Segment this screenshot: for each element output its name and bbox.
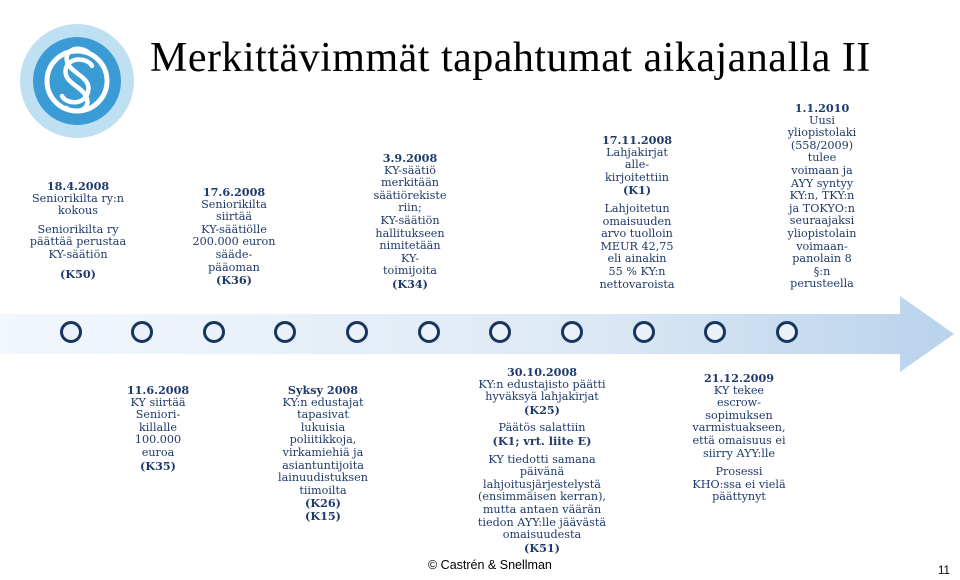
event-date: 30.10.2008 (506, 365, 578, 379)
event-line: KHO:ssa ei vielä (692, 477, 786, 491)
event-line: nettovaroista (599, 277, 675, 291)
event-line: tulee (807, 151, 837, 165)
event-line: toimijoita (383, 264, 437, 278)
event-line: omaisuuden (602, 214, 672, 228)
event-line: voimaan ja (791, 163, 853, 177)
event-line: 200.000 euron (192, 235, 276, 249)
event-syksy-2008 (270, 384, 376, 523)
event-line: että omaisuus ei (692, 433, 786, 447)
event-line: säätiörekiste (373, 188, 447, 202)
event-line: KY siirtää (130, 395, 186, 409)
event-line: (K50) (60, 266, 96, 281)
event-line: KY-säätiön (380, 213, 440, 227)
event-line: kirjoitettiin (605, 170, 669, 184)
event-line: tiimoilta (299, 483, 347, 497)
event-date: 18.4.2008 (46, 179, 110, 193)
timeline-dot (418, 321, 440, 343)
event-date: 3.9.2008 (382, 151, 438, 165)
event-line: perusteella (790, 277, 854, 291)
event-date: 21.12.2009 (703, 371, 775, 385)
event-line: poliitikkoja, (289, 433, 357, 447)
event-line: päivänä (519, 465, 565, 479)
event-line: Lahjakirjat (606, 145, 668, 159)
event-line: Seniorikilta ry:n (31, 191, 125, 205)
event-line: yliopistolain (787, 226, 857, 240)
timeline-dot (346, 321, 368, 343)
event-line: päättynyt (712, 490, 766, 504)
event-line: Seniori- (135, 408, 181, 422)
event-date: 1.1.2010 (794, 101, 850, 115)
copyright-text: © Castrén & Snellman (428, 558, 552, 572)
timeline-dot (203, 321, 225, 343)
event-date: Syksy 2008 (287, 383, 359, 397)
event-11-6-2008 (110, 384, 206, 472)
event-line: omaisuudesta (502, 528, 582, 542)
event-line: (K26) (305, 496, 341, 511)
timeline-dot (704, 321, 726, 343)
event-line: panolain 8 (792, 252, 852, 266)
event-line: Seniorikilta (201, 197, 267, 211)
event-line: (558/2009) (790, 138, 854, 152)
event-date: 17.6.2008 (202, 185, 266, 199)
timeline-dot (489, 321, 511, 343)
event-21-12-2009 (682, 372, 796, 504)
event-line: hyväksyä lahjakirjat (485, 390, 599, 404)
event-line: (K1; vrt. liite E) (492, 433, 592, 448)
event-line: seuraajaksi (789, 214, 855, 228)
event-17-6-2008 (185, 186, 283, 287)
section-sign-logo-icon (18, 22, 136, 140)
event-line: KY tiedotti samana (488, 452, 596, 466)
event-line: virkamiehiä ja (282, 445, 364, 459)
event-line: nimitetään (379, 239, 441, 253)
event-line: (ensimmäisen kerran), (478, 490, 606, 504)
event-line: lahjoitusjärjestelystä (483, 477, 601, 491)
event-line: KY-säätiö (384, 163, 436, 177)
event-17-11-2008 (582, 134, 692, 291)
event-line: ja TOKYO:n (789, 201, 855, 215)
event-line: lukuisia (300, 420, 346, 434)
event-line: KY:n edustajisto päätti (478, 377, 606, 391)
event-line: yliopistolaki (787, 126, 857, 140)
event-3-9-2008 (352, 152, 468, 291)
event-line: voimaan- (796, 239, 848, 253)
event-line: Lahjoitetun (604, 201, 670, 215)
event-line: MEUR 42,75 (600, 239, 674, 253)
event-line: lainuudistuksen (278, 471, 368, 485)
event-line: pääoman (208, 260, 260, 274)
event-line: KY:n, TKY:n (789, 189, 855, 203)
event-line: (K1) (622, 183, 652, 198)
event-line: alle- (624, 158, 650, 172)
event-date: 17.11.2008 (601, 133, 673, 147)
event-line: sopimuksen (705, 408, 773, 422)
event-line: 55 % KY:n (608, 264, 666, 278)
timeline-dot (60, 321, 82, 343)
event-line: (K36) (216, 273, 252, 288)
event-line: tiedon AYY:lle jäävästä (477, 515, 607, 529)
event-line: KY-säätiön (48, 247, 108, 261)
event-line: (K34) (392, 276, 428, 291)
event-line: 100.000 (134, 433, 182, 447)
event-line: AYY syntyy (790, 176, 854, 190)
event-30-10-2008 (462, 366, 622, 554)
event-line: §:n (813, 264, 831, 278)
timeline-dot (561, 321, 583, 343)
timeline-dot (776, 321, 798, 343)
event-18-4-2008 (28, 180, 128, 280)
timeline-dot (633, 321, 655, 343)
event-line: tapasivat (297, 408, 349, 422)
event-line: euroa (141, 445, 175, 459)
event-line: Prosessi (715, 465, 763, 479)
event-line: mutta antaen väärän (482, 502, 602, 516)
page-number: 11 (938, 565, 950, 577)
event-line: killalle (139, 420, 177, 434)
event-line: varmistuakseen, (692, 421, 786, 435)
event-line: (K35) (140, 458, 176, 473)
event-line: Uusi (809, 113, 835, 127)
event-line: KY-säätiölle (201, 222, 267, 236)
event-line: escrow- (716, 396, 762, 410)
timeline-dot (274, 321, 296, 343)
event-line: siirtää (215, 210, 253, 224)
event-line: KY:n edustajat (282, 395, 364, 409)
event-line: siirry AYY:lle (702, 446, 776, 460)
page-title: Merkittävimmät tapahtumat aikajanalla II (150, 35, 871, 81)
event-line: (K15) (305, 508, 341, 523)
event-line: eli ainakin (607, 252, 667, 266)
event-line: (K51) (524, 540, 560, 555)
event-line: KY tekee (713, 383, 765, 397)
event-line: sääde- (215, 247, 253, 261)
event-line: merkitään (381, 176, 439, 190)
event-1-1-2010 (762, 102, 882, 291)
event-line: Päätös salattiin (498, 421, 586, 435)
event-line: asiantuntijoita (282, 458, 364, 472)
event-line: arvo tuolloin (601, 227, 673, 241)
timeline-dot (131, 321, 153, 343)
event-line: Seniorikilta ry (37, 222, 119, 236)
event-line: hallitukseen (375, 226, 445, 240)
event-line: KY- (401, 251, 419, 265)
event-line: riin; (398, 201, 422, 215)
event-line: (K25) (524, 402, 560, 417)
event-line: päättää perustaa (29, 235, 127, 249)
event-line: kokous (58, 204, 98, 218)
event-date: 11.6.2008 (126, 383, 190, 397)
